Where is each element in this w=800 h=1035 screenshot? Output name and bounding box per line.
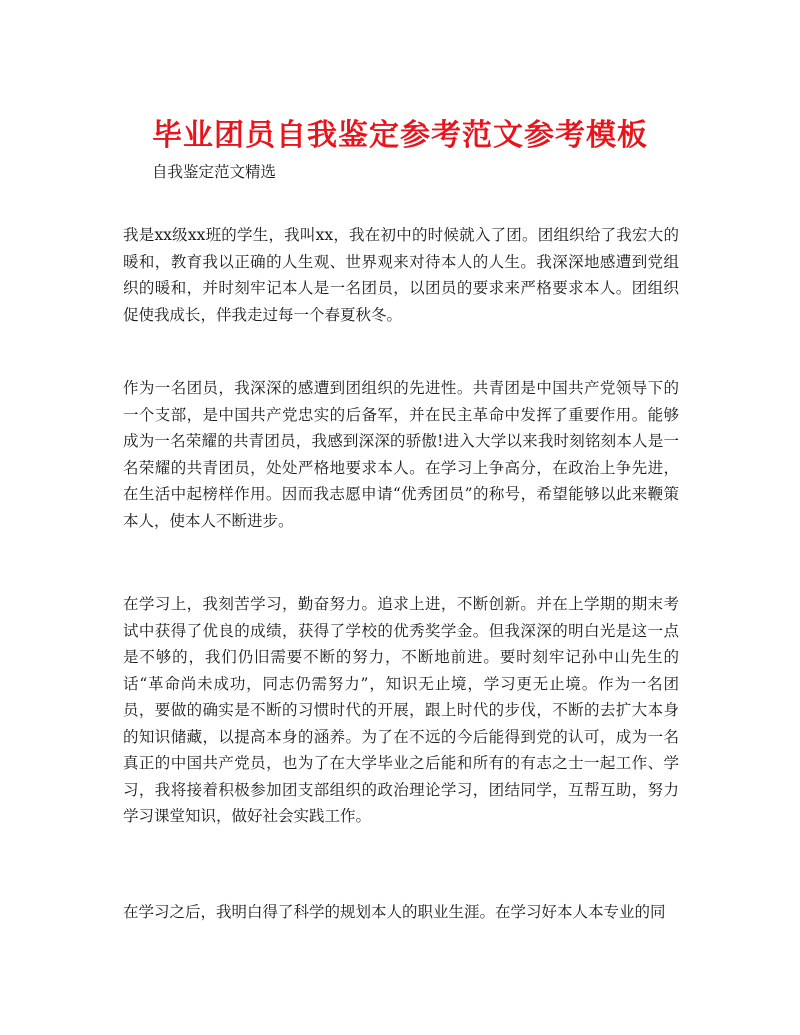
document-title: 毕业团员自我鉴定参考范文参考模板 (152, 118, 648, 153)
paragraph-3: 在学习上，我刻苦学习，勤奋努力。追求上进，不断创新。并在上学期的期末考试中获得了优良的成绩，获得了学校的优秀奖学金。但我深深的明白光是这一点是不够的，我们仍旧需要不断的努力，不断地前进。要时刻牢记孙中山先生的话“革命尚未成功，同志仍需努力”，知识无止境，学习更无止境。作为一名团员，要做的确实是不断的习惯时代的开展，跟上时代的步伐，不断的去扩大本身的知识储藏，以提高本身的涵养。为了在不远的今后能得到党的认可，成为一名真正的中国共产党员，也为了在大学毕业之后能和所有的有志之士一起工作、学习，我将接着积极参加团支部组织的政治理论学习，团结同学，互帮互助，努力学习课堂知识，做好社会实践工作。 (123, 595, 679, 825)
paragraph-4: 在学习之后，我明白得了科学的规划本人的职业生涯。在学习好本人本专业的同 (123, 903, 666, 921)
document-subtitle: 自我鉴定范文精选 (152, 163, 277, 181)
paragraph-1: 我是xx级xx班的学生，我叫xx，我在初中的时候就入了团。团组织给了我宏大的暖和，教育我以正确的人生观、世界观来对待本人的人生。我深深地感遭到党组织的暖和，并时刻牢记本人是一名团员，以团员的要求来严格要求本人。团组织促使我成长，伴我走过每一个春夏秋冬。 (123, 226, 679, 324)
paragraph-2: 作为一名团员，我深深的感遭到团组织的先进性。共青团是中国共产党领导下的一个支部，是中国共产党忠实的后备军，并在民主革命中发挥了重要作用。能够成为一名荣耀的共青团员，我感到深深的骄傲!进入大学以来我时刻铭刻本人是一名荣耀的共青团员，处处严格地要求本人。在学习上争高分，在政治上争先进，在生活中起榜样作用。因而我志愿申请“优秀团员”的称号，希望能够以此来鞭策本人，使本人不断进步。 (123, 379, 679, 530)
